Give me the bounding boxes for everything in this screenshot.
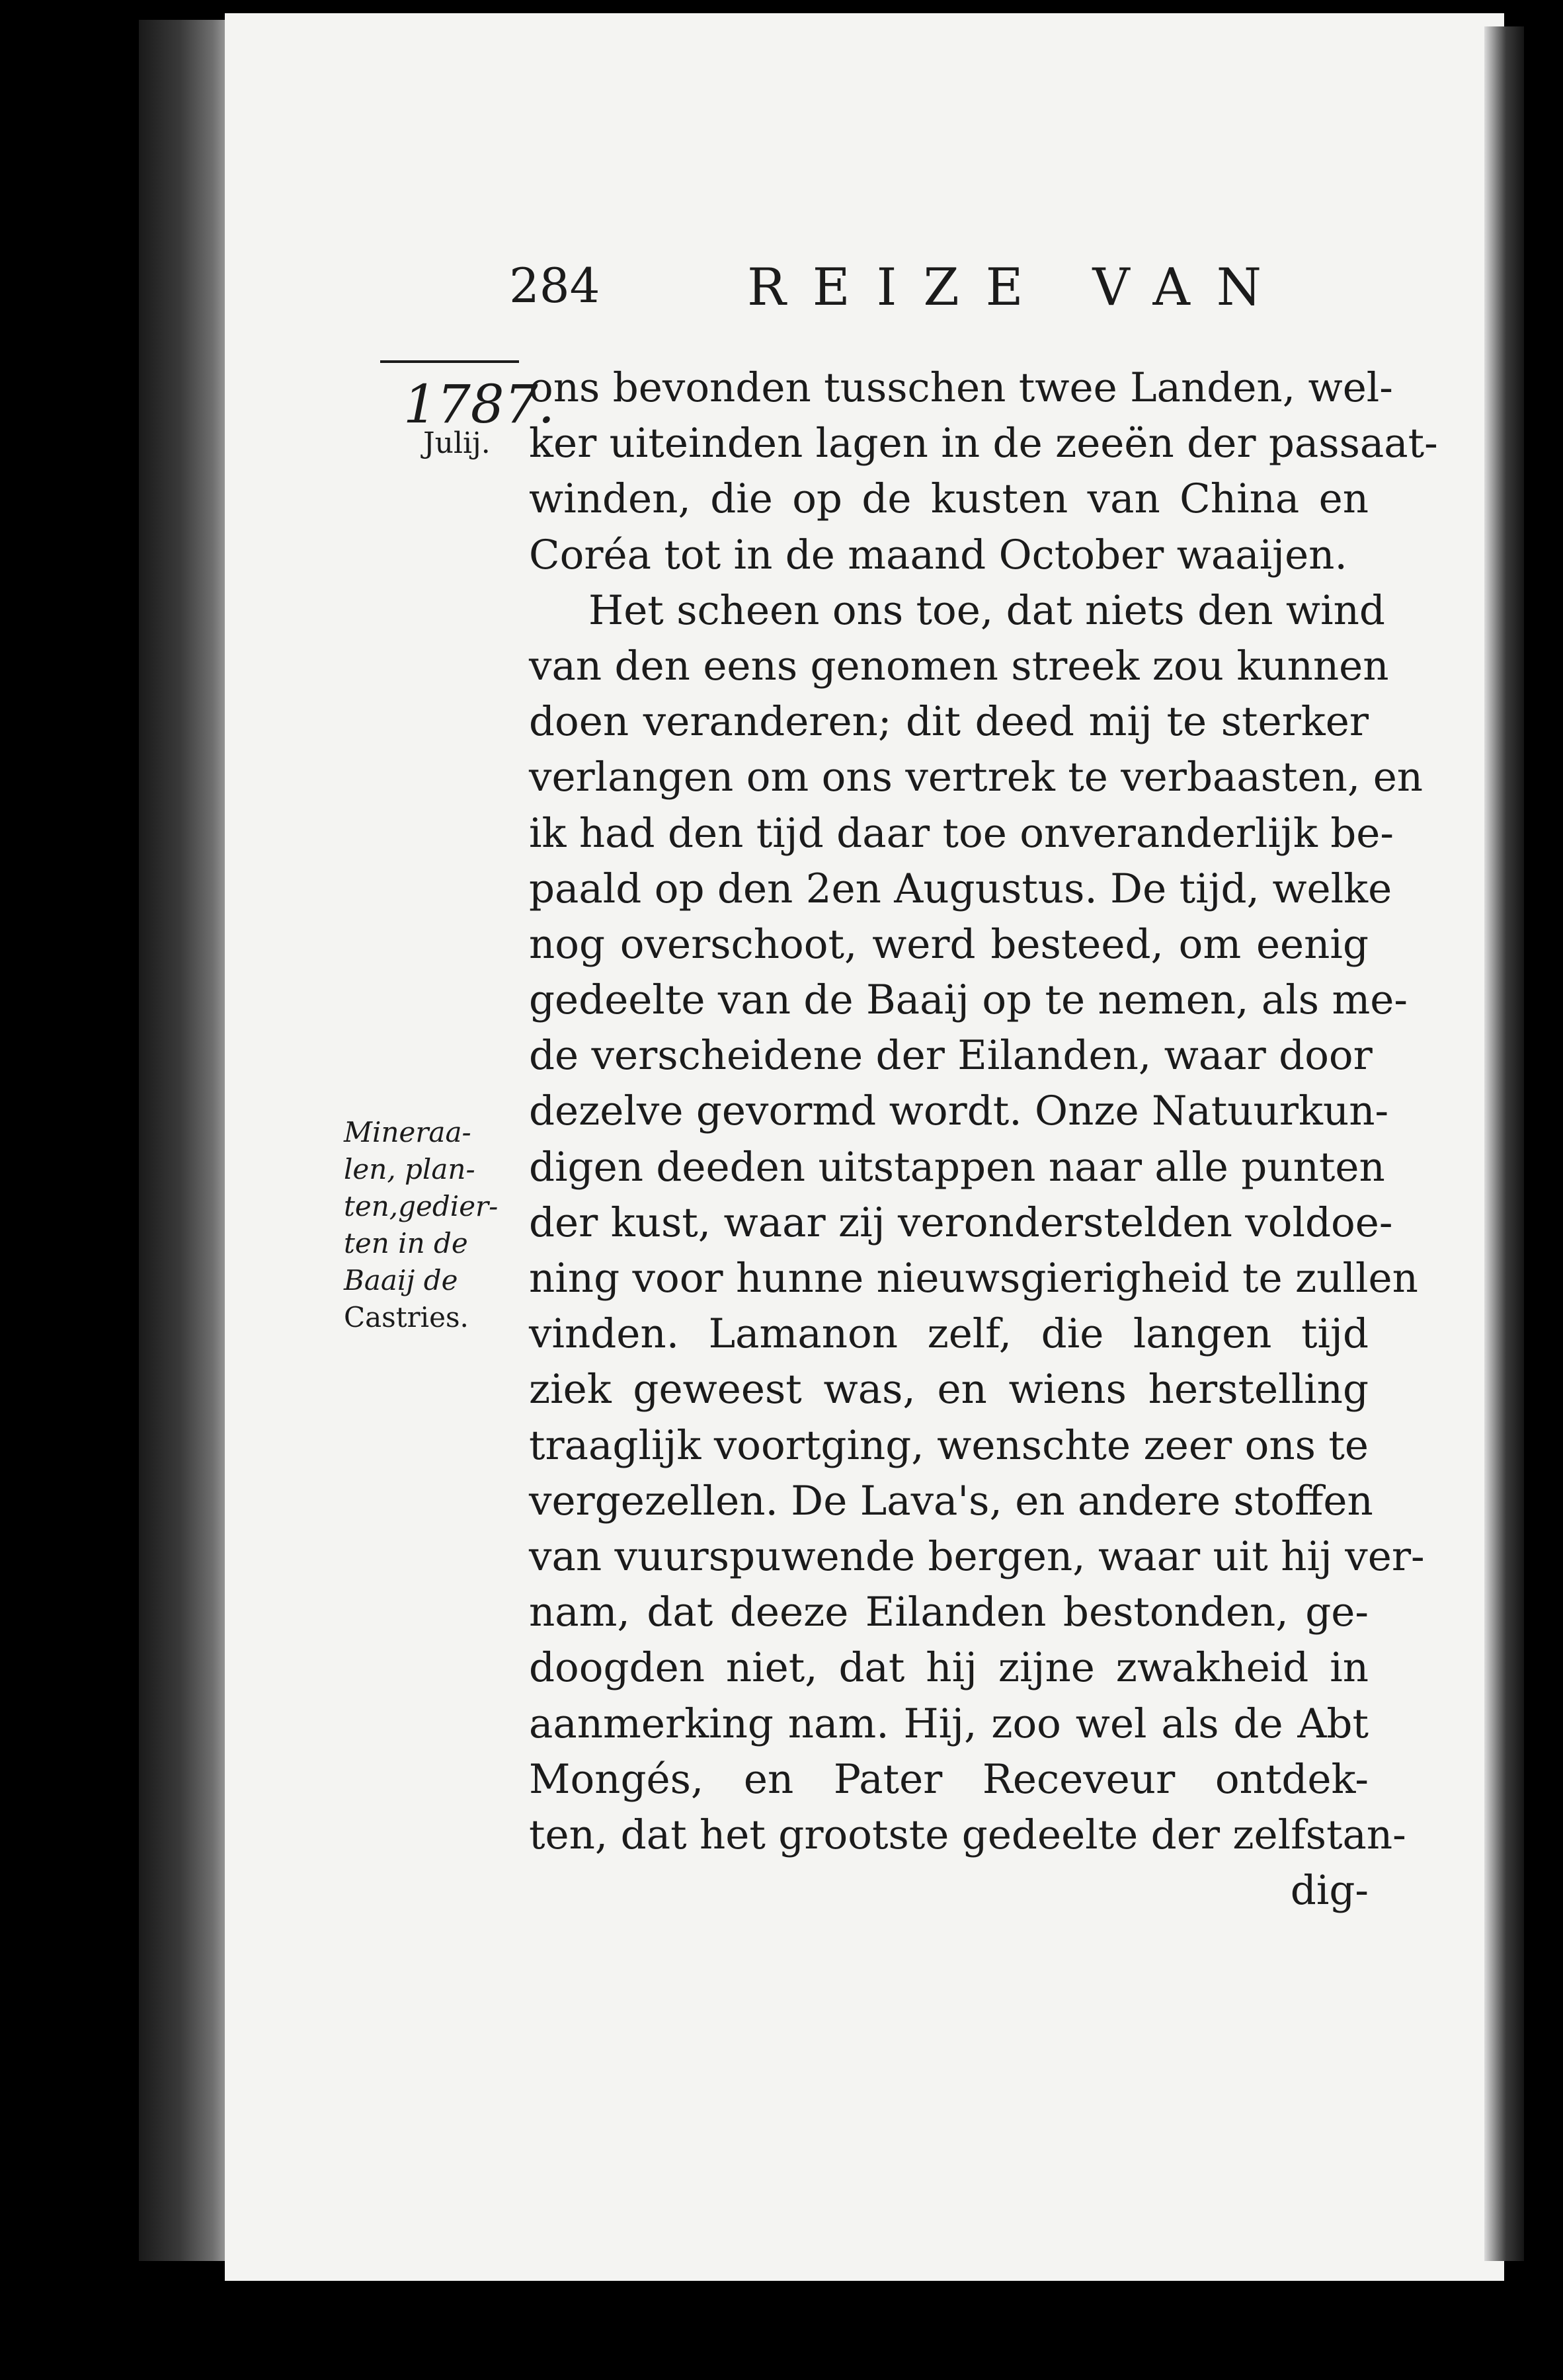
text-line: van vuurspuwende bergen, waar uit hij ver-: [529, 1532, 1425, 1580]
text-line: doogden niet, dat hij zijne zwakheid in: [529, 1644, 1369, 1692]
margin-note-line: Castries.: [344, 1301, 469, 1333]
text-line: vinden. Lamanon zelf, die langen tijd: [529, 1310, 1369, 1358]
text-line: winden, die op de kusten van China en: [529, 475, 1369, 523]
text-line: nog overschoot, werd besteed, om eenig: [529, 920, 1369, 968]
margin-note-line: ten,gedier-: [344, 1190, 499, 1222]
margin-year: 1787.: [403, 374, 555, 435]
text-line: paald op den 2en Augustus. De tijd, welke: [529, 865, 1392, 912]
text-line: Het scheen ons toe, dat niets den wind: [588, 586, 1385, 634]
book-spine: [139, 20, 231, 2261]
text-line: Coréa tot in de maand October waaijen.: [529, 531, 1347, 578]
text-line: doen veranderen; dit deed mij te sterker: [529, 698, 1369, 746]
text-line: nam, dat deeze Eilanden bestonden, ge-: [529, 1589, 1369, 1636]
text-line: ziek geweest was, en wiens herstelling: [529, 1366, 1369, 1413]
margin-note-line: len, plan-: [344, 1153, 475, 1185]
text-line: ker uiteinden lagen in de zeeën der passaat-: [529, 420, 1438, 467]
margin-month: Julij.: [423, 426, 491, 460]
text-line: Mongés, en Pater Receveur ontdek-: [529, 1755, 1369, 1803]
text-line: ten, dat het grootste gedeelte der zelfstan-: [529, 1811, 1406, 1858]
text-line: van den eens genomen streek zou kunnen: [529, 642, 1389, 690]
margin-note-line: ten in de: [344, 1227, 468, 1259]
text-line: verlangen om ons vertrek te verbaasten, en: [529, 754, 1423, 801]
margin-rule: [380, 360, 519, 363]
text-line: dezelve gevormd wordt. Onze Natuurkun-: [529, 1088, 1389, 1135]
text-line: gedeelte van de Baaij op te nemen, als me-: [529, 976, 1408, 1024]
text-line: de verscheidene der Eilanden, waar door: [529, 1032, 1373, 1080]
margin-note-line: Mineraa-: [344, 1116, 471, 1148]
text-line: ik had den tijd daar toe onveranderlijk be-: [529, 809, 1394, 857]
text-line: der kust, waar zij veronderstelden voldoe-: [529, 1199, 1393, 1246]
page-edge: [1484, 26, 1524, 2261]
text-line: traaglijk voortging, wenschte zeer ons te: [529, 1421, 1369, 1469]
text-line: aanmerking nam. Hij, zoo wel als de Abt: [529, 1700, 1369, 1747]
text-line: ons bevonden tusschen twee Landen, wel-: [529, 364, 1393, 411]
text-line: ning voor hunne nieuwsgierigheid te zullen: [529, 1255, 1418, 1302]
text-line: vergezellen. De Lava's, en andere stoffen: [529, 1477, 1373, 1525]
text-line: digen deeden uitstappen naar alle punten: [529, 1143, 1385, 1191]
page-number: 284: [509, 258, 600, 313]
body-text: [529, 360, 1438, 1919]
margin-note-line: Baaij de: [344, 1264, 458, 1296]
running-title: REIZE VAN: [747, 258, 1289, 317]
margin-note: [344, 1114, 529, 1336]
catchword: dig-: [1290, 1867, 1369, 1915]
